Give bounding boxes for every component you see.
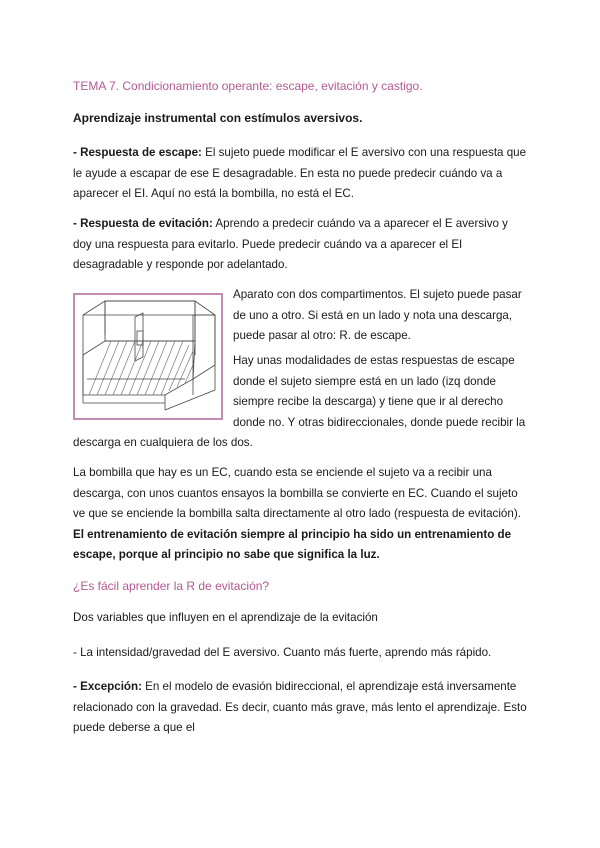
shuttle-box-illustration <box>75 295 221 418</box>
escape-response-text: El sujeto puede modificar el E aversivo con una respuesta que le ayude a escapar de ese E desagradable. En esta no puede predecir cuándo va a aparecer el EI. Aquí no está la bombilla, no está el EC. <box>73 146 527 200</box>
shuttle-box-figure <box>73 293 223 420</box>
light-bulb-bold-conclusion: El entrenamiento de evitación siempre al principio ha sido un entrenamiento de escape, porque al principio no sabe que significa la luz. <box>73 527 512 561</box>
paragraph-modalities: Hay unas modalidades de estas respuestas de escape donde el sujeto siempre está en un lado (izq donde siempre recibe la descarga) y tiene que ir al derecho donde no. Y otras bidireccionales, donde puede recibir la <box>233 354 526 429</box>
exception-text: En el modelo de evasión bidireccional, el aprendizaje está inversamente relacionado con la gravedad. Es decir, cuanto más grave, más lento el aprendizaje. Esto puede deberse a que el <box>73 680 527 734</box>
term-avoidance-response: - Respuesta de evitación: <box>73 217 213 230</box>
paragraph-intensity: - La intensidad/gravedad del E aversivo. Cuanto más fuerte, aprendo más rápido. <box>73 646 492 659</box>
paragraph-modalities-continued: descarga en cualquiera de los dos. <box>73 436 253 449</box>
paragraph-light-bulb <box>73 463 528 566</box>
paragraph-escape-response <box>73 143 528 205</box>
paragraph-exception <box>73 677 528 739</box>
section-heading-question: ¿Es fácil aprender la R de evitación? <box>73 579 270 593</box>
term-escape-response: - Respuesta de escape: <box>73 146 202 159</box>
paragraph-variables: Dos variables que influyen en el aprendizaje de la evitación <box>73 611 378 624</box>
section-subtitle: Aprendizaje instrumental con estímulos aversivos. <box>73 111 363 125</box>
figure-caption: Aparato con dos compartimentos. El sujeto puede pasar de uno a otro. Si está en un lado y nota una descarga, puede pasar al otro: R. de escape. <box>233 288 522 342</box>
avoidance-response-text: Aprendo a predecir cuándo va a aparecer el E aversivo y doy una respuesta para evitarlo. Puede predecir cuándo va a aparecer el EI desagradable y responde por adelantado. <box>73 217 508 271</box>
light-bulb-text: La bombilla que hay es un EC, cuando esta se enciende el sujeto va a recibir una descarga, con unos cuantos ensayos la bombilla se convierte en EC. Cuando el sujeto ve que se enciende la bombilla salta directamente al otro lado (respuesta de evitación). <box>73 466 521 520</box>
term-exception: - Excepción: <box>73 680 142 693</box>
document-title: TEMA 7. Condicionamiento operante: escape, evitación y castigo. <box>73 79 423 93</box>
paragraph-avoidance-response <box>73 214 528 276</box>
